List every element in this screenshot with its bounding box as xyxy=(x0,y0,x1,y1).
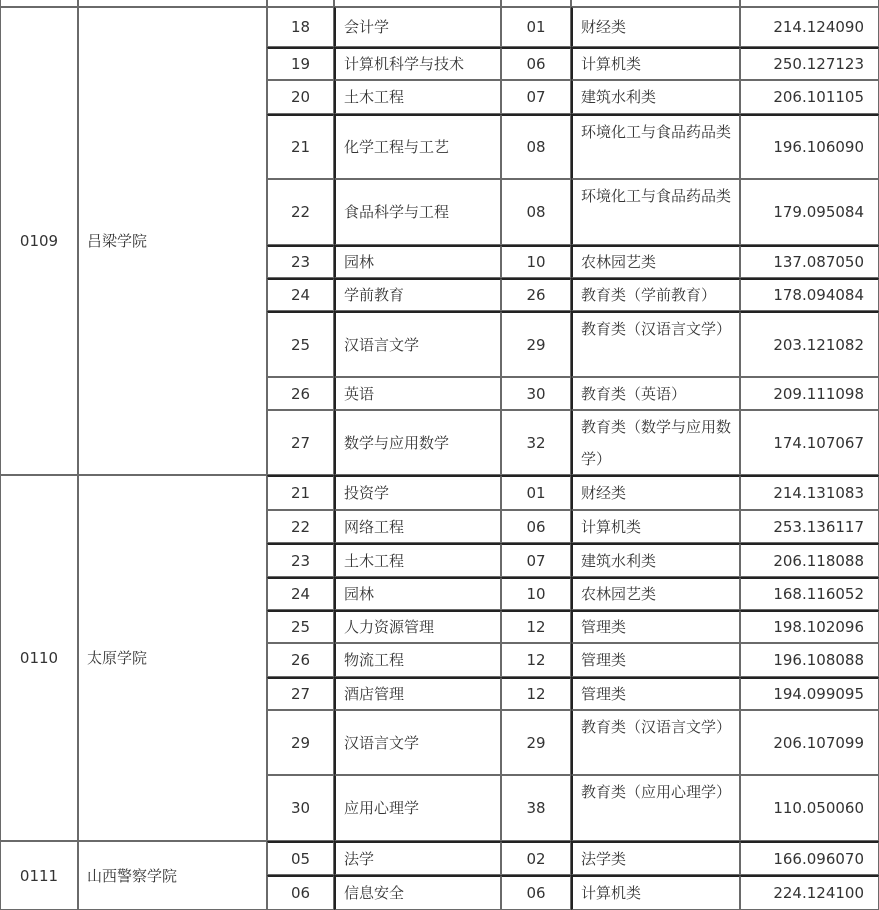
category xyxy=(571,710,740,775)
group-code xyxy=(501,875,571,910)
category-text: 农林园艺类 xyxy=(581,253,657,271)
major-name-text: 网络工程 xyxy=(344,517,405,536)
school-code xyxy=(0,475,78,841)
major-name-text: 人力资源管理 xyxy=(344,618,435,636)
major-name xyxy=(334,278,501,311)
major-number-text: 21 xyxy=(290,484,311,502)
category-text: 教育类（汉语言文学） xyxy=(581,320,732,338)
major-name-text: 食品科学与工程 xyxy=(344,203,450,221)
major-name xyxy=(334,875,501,910)
category xyxy=(571,643,740,677)
score-text: 179.095084 xyxy=(773,203,864,221)
major-name-text: 园林 xyxy=(344,585,375,603)
table-top-border xyxy=(0,0,78,7)
category xyxy=(571,841,740,875)
major-number xyxy=(267,311,334,377)
score-text: 198.102096 xyxy=(773,618,864,636)
major-number-text: 25 xyxy=(290,335,311,354)
score-text: 137.087050 xyxy=(773,253,864,271)
major-name xyxy=(334,410,501,475)
school-name-text: 吕梁学院 xyxy=(87,232,148,250)
category xyxy=(571,377,740,410)
major-number xyxy=(267,543,334,577)
category-text: 财经类 xyxy=(581,484,627,502)
group-code-text: 32 xyxy=(526,433,546,452)
major-name-text: 应用心理学 xyxy=(344,799,420,817)
major-number xyxy=(267,710,334,775)
group-code xyxy=(501,610,571,643)
major-number xyxy=(267,245,334,278)
school-name-text: 山西警察学院 xyxy=(87,866,178,885)
category xyxy=(571,114,740,179)
category xyxy=(571,775,740,841)
group-code xyxy=(501,577,571,610)
group-code-text: 01 xyxy=(526,18,546,36)
school-code-text: 0109 xyxy=(19,232,59,250)
score xyxy=(740,677,879,710)
group-code-text: 08 xyxy=(526,203,546,221)
group-code xyxy=(501,643,571,677)
score xyxy=(740,510,879,543)
major-number xyxy=(267,410,334,475)
category-text: 教育类（汉语言文学） xyxy=(581,718,732,736)
category xyxy=(571,179,740,245)
group-code xyxy=(501,80,571,114)
major-name-text: 数学与应用数学 xyxy=(344,433,450,452)
school-name-text: 太原学院 xyxy=(87,649,148,667)
score xyxy=(740,841,879,875)
major-name-text: 物流工程 xyxy=(344,651,405,669)
score xyxy=(740,311,879,377)
group-code xyxy=(501,677,571,710)
group-code xyxy=(501,179,571,245)
major-name xyxy=(334,775,501,841)
category xyxy=(571,875,740,910)
group-code-text: 10 xyxy=(526,253,546,271)
group-code xyxy=(501,775,571,841)
major-name-text: 会计学 xyxy=(344,18,390,36)
category xyxy=(571,510,740,543)
major-number-text: 23 xyxy=(290,551,311,570)
group-code xyxy=(501,510,571,543)
group-code-text: 12 xyxy=(526,651,546,669)
score-text: 203.121082 xyxy=(773,335,864,354)
category-text: 建筑水利类 xyxy=(581,88,657,106)
major-name-text: 英语 xyxy=(344,384,375,403)
major-number-text: 20 xyxy=(290,88,311,106)
score xyxy=(740,7,879,47)
major-number xyxy=(267,278,334,311)
major-name-text: 园林 xyxy=(344,253,375,271)
category-text: 教育类（学前教育） xyxy=(581,286,717,304)
major-number-text: 19 xyxy=(290,55,311,73)
group-code xyxy=(501,410,571,475)
category xyxy=(571,475,740,510)
major-number xyxy=(267,475,334,510)
category xyxy=(571,543,740,577)
major-number-text: 29 xyxy=(290,733,311,752)
major-name xyxy=(334,510,501,543)
score xyxy=(740,410,879,475)
category xyxy=(571,278,740,311)
major-name-text: 投资学 xyxy=(344,484,390,502)
major-number-text: 21 xyxy=(290,138,311,156)
major-name xyxy=(334,643,501,677)
major-number xyxy=(267,377,334,410)
score-text: 110.050060 xyxy=(773,799,864,817)
major-name-text: 化学工程与工艺 xyxy=(344,138,450,156)
major-number-text: 18 xyxy=(290,18,311,36)
group-code xyxy=(501,377,571,410)
category xyxy=(571,410,740,475)
category xyxy=(571,7,740,47)
major-number-text: 23 xyxy=(290,253,311,271)
score xyxy=(740,80,879,114)
category-text: 计算机类 xyxy=(581,517,642,536)
group-code-text: 01 xyxy=(526,484,546,502)
table-top-border xyxy=(334,0,501,7)
category-text: 法学类 xyxy=(581,849,627,868)
category-text: 建筑水利类 xyxy=(581,551,657,570)
category xyxy=(571,80,740,114)
major-number xyxy=(267,841,334,875)
group-code xyxy=(501,710,571,775)
major-number-text: 25 xyxy=(290,618,311,636)
major-name xyxy=(334,577,501,610)
category-text: 教育类（应用心理学） xyxy=(581,783,732,801)
major-name xyxy=(334,179,501,245)
score xyxy=(740,179,879,245)
table-top-border xyxy=(571,0,740,7)
major-name xyxy=(334,7,501,47)
category xyxy=(571,311,740,377)
group-code xyxy=(501,114,571,179)
major-name-text: 土木工程 xyxy=(344,551,405,570)
group-code-text: 12 xyxy=(526,685,546,703)
group-code-text: 06 xyxy=(526,884,546,902)
major-number xyxy=(267,510,334,543)
category-text: 管理类 xyxy=(581,685,627,703)
table-top-border xyxy=(78,0,267,7)
score xyxy=(740,643,879,677)
major-name xyxy=(334,377,501,410)
score xyxy=(740,710,879,775)
score xyxy=(740,47,879,80)
major-number xyxy=(267,643,334,677)
major-number-text: 24 xyxy=(290,286,311,304)
score-text: 209.111098 xyxy=(773,384,864,403)
score xyxy=(740,475,879,510)
table-top-border xyxy=(501,0,571,7)
major-number xyxy=(267,610,334,643)
major-number-text: 26 xyxy=(290,651,311,669)
major-name xyxy=(334,610,501,643)
group-code-text: 06 xyxy=(526,517,546,536)
school-code xyxy=(0,7,78,475)
major-number-text: 24 xyxy=(290,585,311,603)
major-number-text: 27 xyxy=(290,433,311,452)
score-text: 214.124090 xyxy=(773,18,864,36)
group-code-text: 06 xyxy=(526,55,546,73)
group-code xyxy=(501,245,571,278)
major-name xyxy=(334,677,501,710)
category-text: 管理类 xyxy=(581,651,627,669)
category xyxy=(571,47,740,80)
category-text: 教育类（英语） xyxy=(581,384,687,403)
major-number xyxy=(267,775,334,841)
major-number-text: 06 xyxy=(290,884,311,902)
table-top-border xyxy=(267,0,334,7)
school-name xyxy=(78,475,267,841)
group-code-text: 07 xyxy=(526,88,546,106)
score-text: 166.096070 xyxy=(773,849,864,868)
score-text: 178.094084 xyxy=(773,286,864,304)
major-name xyxy=(334,475,501,510)
major-name-text: 汉语言文学 xyxy=(344,733,420,752)
group-code xyxy=(501,841,571,875)
score-text: 214.131083 xyxy=(773,484,864,502)
group-code-text: 07 xyxy=(526,551,546,570)
major-name-text: 土木工程 xyxy=(344,88,405,106)
score xyxy=(740,577,879,610)
major-name-text: 汉语言文学 xyxy=(344,335,420,354)
major-number-text: 30 xyxy=(290,799,311,817)
table-top-border xyxy=(740,0,879,7)
group-code-text: 10 xyxy=(526,585,546,603)
score xyxy=(740,543,879,577)
group-code-text: 29 xyxy=(526,733,546,752)
group-code xyxy=(501,311,571,377)
score-text: 196.108088 xyxy=(773,651,864,669)
major-number xyxy=(267,179,334,245)
score xyxy=(740,278,879,311)
score xyxy=(740,775,879,841)
major-number-text: 22 xyxy=(290,517,311,536)
major-number xyxy=(267,875,334,910)
category-text: 管理类 xyxy=(581,618,627,636)
major-number xyxy=(267,577,334,610)
major-name xyxy=(334,245,501,278)
category-text: 环境化工与食品药品类 xyxy=(581,187,732,205)
school-code-text: 0110 xyxy=(19,649,59,667)
major-name xyxy=(334,114,501,179)
school-code xyxy=(0,841,78,910)
score-text: 253.136117 xyxy=(773,517,864,536)
group-code-text: 08 xyxy=(526,138,546,156)
category xyxy=(571,610,740,643)
score xyxy=(740,610,879,643)
major-number xyxy=(267,114,334,179)
group-code-text: 12 xyxy=(526,618,546,636)
group-code-text: 29 xyxy=(526,335,546,354)
group-code xyxy=(501,475,571,510)
major-number xyxy=(267,47,334,80)
category xyxy=(571,245,740,278)
major-number xyxy=(267,677,334,710)
school-name xyxy=(78,841,267,910)
major-name-text: 学前教育 xyxy=(344,286,405,304)
score-text: 196.106090 xyxy=(773,138,864,156)
group-code xyxy=(501,7,571,47)
category-text: 环境化工与食品药品类 xyxy=(581,123,732,141)
school-code-text: 0111 xyxy=(19,866,59,885)
score xyxy=(740,245,879,278)
score-text: 250.127123 xyxy=(773,55,864,73)
group-code xyxy=(501,543,571,577)
major-name-text: 信息安全 xyxy=(344,884,405,902)
score xyxy=(740,114,879,179)
major-name xyxy=(334,841,501,875)
category-text: 农林园艺类 xyxy=(581,585,657,603)
group-code-text: 02 xyxy=(526,849,546,868)
group-code-text: 30 xyxy=(526,384,546,403)
score-text: 206.101105 xyxy=(773,88,864,106)
group-code xyxy=(501,278,571,311)
major-number xyxy=(267,80,334,114)
major-name-text: 计算机科学与技术 xyxy=(344,55,465,73)
category-text: 计算机类 xyxy=(581,884,642,902)
major-name xyxy=(334,47,501,80)
category-text: 教育类（数学与应用数学） xyxy=(581,418,732,468)
major-name-text: 法学 xyxy=(344,849,375,868)
major-name xyxy=(334,80,501,114)
score xyxy=(740,377,879,410)
category-text: 财经类 xyxy=(581,18,627,36)
group-code-text: 26 xyxy=(526,286,546,304)
major-number xyxy=(267,7,334,47)
school-name xyxy=(78,7,267,475)
major-number-text: 22 xyxy=(290,203,311,221)
score-text: 194.099095 xyxy=(773,685,864,703)
major-number-text: 27 xyxy=(290,685,311,703)
major-name xyxy=(334,710,501,775)
score-text: 206.118088 xyxy=(773,551,864,570)
score-text: 168.116052 xyxy=(773,585,864,603)
major-number-text: 26 xyxy=(290,384,311,403)
category xyxy=(571,577,740,610)
major-number-text: 05 xyxy=(290,849,311,868)
score-text: 206.107099 xyxy=(773,733,864,752)
major-name xyxy=(334,311,501,377)
category-text: 计算机类 xyxy=(581,55,642,73)
score-text: 224.124100 xyxy=(773,884,864,902)
score xyxy=(740,875,879,910)
major-name xyxy=(334,543,501,577)
major-name-text: 酒店管理 xyxy=(344,685,405,703)
group-code-text: 38 xyxy=(526,799,546,817)
group-code xyxy=(501,47,571,80)
category xyxy=(571,677,740,710)
score-text: 174.107067 xyxy=(773,433,864,452)
